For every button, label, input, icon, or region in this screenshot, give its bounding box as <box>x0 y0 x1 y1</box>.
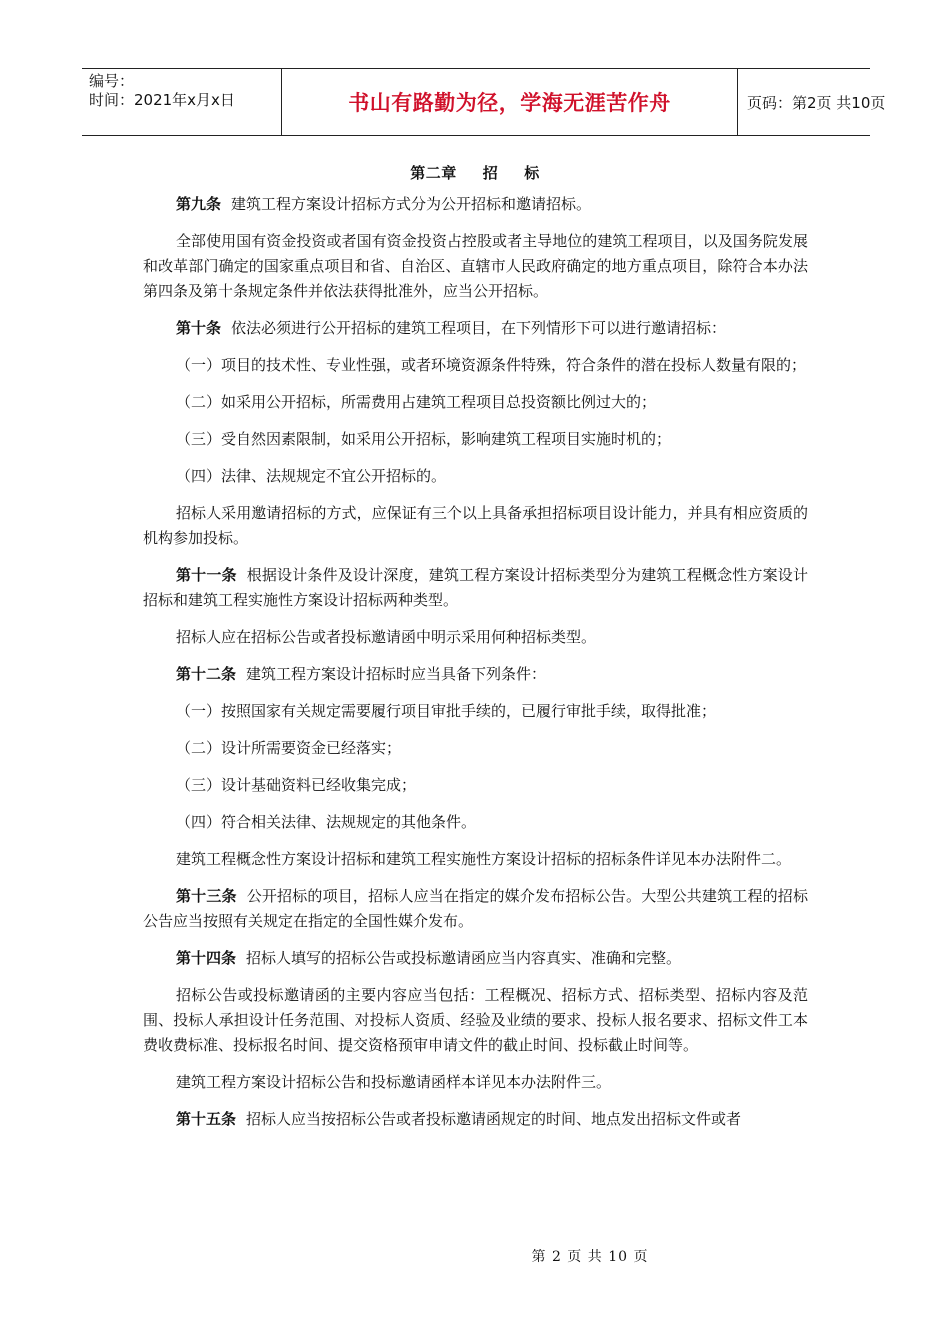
paragraph-text: （三）设计基础资料已经收集完成； <box>176 776 417 794</box>
paragraph <box>143 662 808 687</box>
paragraph-text: 招标人应当按招标公告或者投标邀请函规定的时间、地点发出招标文件或者 <box>246 1110 742 1128</box>
paragraph-text: 全部使用国有资金投资或者国有资金投资占控股或者主导地位的建筑工程项目，以及国务院发展和改革部门确定的国家重点项目和省、自治区、直辖市人民政府确定的地方重点项目，除符合本办法第四条及第十条规定条件并依法获得批准外，应当公开招标。 <box>143 232 808 300</box>
paragraph-text: 依法必须进行公开招标的建筑工程项目，在下列情形下可以进行邀请招标： <box>231 319 727 337</box>
paragraph <box>143 1070 808 1095</box>
article-number: 第十三条 <box>176 887 237 905</box>
paragraph-text: （四）法律、法规规定不宜公开招标的。 <box>176 467 447 485</box>
paragraph-text: （三）受自然因素限制，如采用公开招标，影响建筑工程项目实施时机的； <box>176 430 672 448</box>
paragraph-text: 根据设计条件及设计深度，建筑工程方案设计招标类型分为建筑工程概念性方案设计招标和建筑工程实施性方案设计招标两种类型。 <box>143 566 808 609</box>
paragraph-text: （一）按照国家有关规定需要履行项目审批手续的，已履行审批手续，取得批准； <box>176 702 717 720</box>
paragraph-text: 建筑工程方案设计招标时应当具备下列条件： <box>246 665 547 683</box>
paragraph-text: 建筑工程方案设计招标方式分为公开招标和邀请招标。 <box>231 195 592 213</box>
chapter-number: 第二章 <box>410 164 457 182</box>
paragraph <box>143 1107 808 1132</box>
paragraph-text: 公开招标的项目，招标人应当在指定的媒介发布招标公告。大型公共建筑工程的招标公告应当按照有关规定在指定的全国性媒介发布。 <box>143 887 808 930</box>
paragraph <box>143 464 808 489</box>
article-number: 第十二条 <box>176 665 237 683</box>
header-motto: 书山有路勤为径，学海无涯苦作舟 <box>282 69 738 135</box>
paragraph-text: （二）设计所需要资金已经落实； <box>176 739 402 757</box>
paragraph-text: （一）项目的技术性、专业性强，或者环境资源条件特殊，符合条件的潜在投标人数量有限的； <box>176 356 807 374</box>
paragraph-text: 建筑工程概念性方案设计招标和建筑工程实施性方案设计招标的招标条件详见本办法附件二。 <box>176 850 792 868</box>
paragraph <box>143 192 808 217</box>
paragraph-text: 招标公告或投标邀请函的主要内容应当包括：工程概况、招标方式、招标类型、招标内容及范围、投标人承担设计任务范围、对投标人资质、经验及业绩的要求、投标人报名要求、招标文件工本费收费标准、投标报名时间、提交资格预审申请文件的截止时间、投标截止时间等。 <box>143 986 808 1054</box>
paragraph <box>143 353 808 378</box>
document-date: 时间：2021年x月x日 <box>89 91 235 109</box>
paragraph <box>143 983 808 1058</box>
header-meta <box>82 69 282 135</box>
paragraph-text: （二）如采用公开招标，所需费用占建筑工程项目总投资额比例过大的； <box>176 393 657 411</box>
paragraph <box>143 810 808 835</box>
paragraph <box>143 390 808 415</box>
document-number-label: 编号： <box>89 72 135 90</box>
paragraph <box>143 946 808 971</box>
paragraph <box>143 884 808 934</box>
paragraph <box>143 501 808 551</box>
chapter-name-part2: 标 <box>524 164 540 182</box>
article-number: 第十五条 <box>176 1110 237 1128</box>
paragraph <box>143 699 808 724</box>
paragraph <box>143 773 808 798</box>
paragraph <box>143 229 808 304</box>
chapter-name-part1: 招 <box>482 164 499 182</box>
page-footer: 第 2 页 共 10 页 <box>531 1249 649 1265</box>
paragraph <box>143 625 808 650</box>
paragraph <box>143 427 808 452</box>
header-page-info: 页码：第2页 共10页 <box>747 93 886 112</box>
chapter-title <box>0 162 950 183</box>
document-body <box>143 192 808 1132</box>
paragraph-text: 招标人采用邀请招标的方式，应保证有三个以上具备承担招标项目设计能力，并具有相应资质的机构参加投标。 <box>143 504 808 547</box>
paragraph <box>143 736 808 761</box>
article-number: 第九条 <box>176 195 222 213</box>
paragraph-text: （四）符合相关法律、法规规定的其他条件。 <box>176 813 477 831</box>
paragraph <box>143 563 808 613</box>
paragraph <box>143 847 808 872</box>
page-header <box>82 68 886 136</box>
article-number: 第十一条 <box>176 566 237 584</box>
article-number: 第十四条 <box>176 949 237 967</box>
paragraph-text: 建筑工程方案设计招标公告和投标邀请函样本详见本办法附件三。 <box>176 1073 612 1091</box>
paragraph-text: 招标人应在招标公告或者投标邀请函中明示采用何种招标类型。 <box>176 628 597 646</box>
article-number: 第十条 <box>176 319 222 337</box>
paragraph <box>143 316 808 341</box>
paragraph-text: 招标人填写的招标公告或投标邀请函应当内容真实、准确和完整。 <box>246 949 682 967</box>
